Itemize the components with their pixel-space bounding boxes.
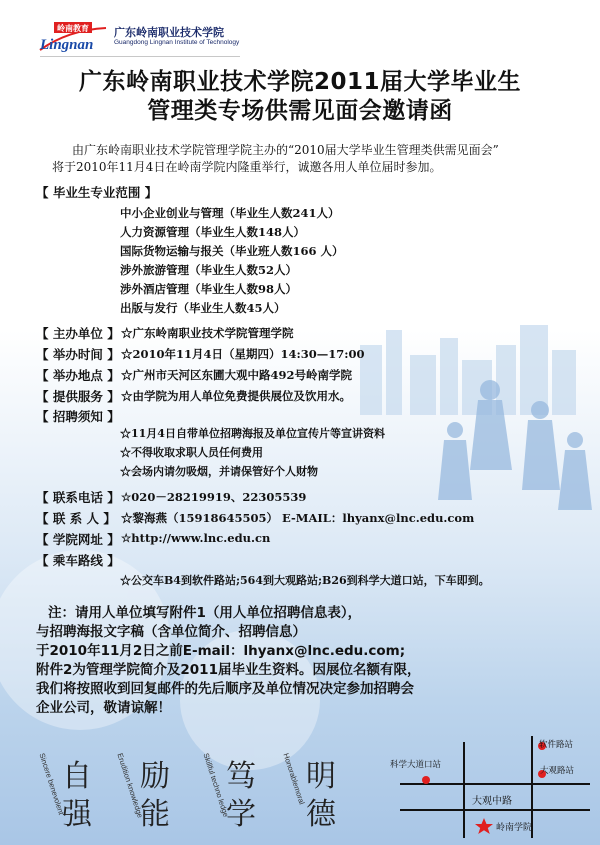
motto-en: Erudition knowledge xyxy=(115,752,145,820)
logo-name-cn: 广东岭南职业技术学院 xyxy=(114,26,224,39)
logo-mark-text: Lingnan xyxy=(40,37,94,53)
motto-char: 明 xyxy=(306,759,336,794)
motto-en: Honorablemoral xyxy=(281,752,307,806)
motto-en: Sincere benevolent xyxy=(37,752,66,816)
route-label: 【 乘车路线 】 xyxy=(36,553,120,568)
organizer-label: 【 主办单位 】 xyxy=(36,326,120,341)
notice-label: 【 招聘须知 】 xyxy=(36,409,120,424)
phone-value: ☆020－28219919、22305539 xyxy=(121,490,307,504)
contact-person-label: 【 联 系 人 】 xyxy=(36,511,116,526)
phone-label: 【 联系电话 】 xyxy=(36,490,120,505)
contact-person-value: ☆黎海燕（15918645505） E-MAIL：lhyanx@lnc.edu.com xyxy=(121,511,475,525)
map-label-science-ave: 科学大道口站 xyxy=(390,760,442,770)
website-link[interactable]: ☆http://www.lnc.edu.cn xyxy=(121,531,271,545)
major-item: 中小企业创业与管理（毕业生人数241人） xyxy=(120,206,340,220)
map-label-school: 岭南学院 xyxy=(496,823,533,833)
major-item: 国际货物运输与报关（毕业班人数166 人） xyxy=(120,244,344,258)
service-label: 【 提供服务 】 xyxy=(36,389,120,404)
footnote-line1: 注：请用人单位填写附件1（用人单位招聘信息表）， xyxy=(48,605,362,621)
footnote-line2: 与招聘海报文字稿（含单位简介、招聘信息） xyxy=(36,624,306,640)
motto-char: 自 xyxy=(62,759,92,794)
major-item: 出版与发行（毕业生人数45人） xyxy=(120,301,286,315)
major-item: 涉外旅游管理（毕业生人数52人） xyxy=(120,263,298,277)
motto-char: 学 xyxy=(226,797,256,832)
lingnan-logo-mark xyxy=(38,22,108,54)
map-label-software-road: 软件路站 xyxy=(539,740,574,750)
intro-line1: 由广东岭南职业技术学院管理学院主办的“2010届大学毕业生管理类供需见面会” xyxy=(72,143,499,157)
motto-char: 励 xyxy=(140,759,170,794)
location-map xyxy=(392,732,592,840)
website-label: 【 学院网址 】 xyxy=(36,532,120,547)
motto-char: 笃 xyxy=(226,759,256,794)
major-item: 涉外酒店管理（毕业生人数98人） xyxy=(120,282,298,296)
intro-line2: 将于2010年11月4日在岭南学院内隆重举行，诚邀各用人单位届时参加。 xyxy=(52,160,442,174)
notice-item: ☆会场内请勿吸烟，并请保管好个人财物 xyxy=(120,465,318,478)
motto-char: 强 xyxy=(62,797,92,832)
service-value: ☆由学院为用人单位免费提供展位及饮用水。 xyxy=(121,389,351,403)
majors-label: 【 毕业生专业范围 】 xyxy=(36,185,158,200)
footnote-line4: 附件2为管理学院简介及2011届毕业生资料。因展位名额有限， xyxy=(36,662,421,678)
motto-en: Skillful techno ledge xyxy=(201,752,231,819)
logo-name-en: Guangdong Lingnan Institute of Technology xyxy=(114,39,240,46)
map-label-daguan-stop: 大观路站 xyxy=(540,766,575,776)
page-title-line2: 管理类专场供需见面会邀请函 xyxy=(147,98,453,124)
time-label: 【 举办时间 】 xyxy=(36,347,120,362)
notice-item: ☆11月4日自带单位招聘海报及单位宣传片等宣讲资料 xyxy=(120,427,385,440)
map-label-daguan-road: 大观中路 xyxy=(472,796,512,807)
notice-item: ☆不得收取求职人员任何费用 xyxy=(120,446,263,459)
route-value: ☆公交车B4到软件路站;564到大观路站;B26到科学大道口站，下车即到。 xyxy=(120,574,490,587)
organizer-value: ☆广东岭南职业技术学院管理学院 xyxy=(121,326,294,340)
science-ave-stop-icon xyxy=(422,776,430,784)
location-value: ☆广州市天河区东圃大观中路492号岭南学院 xyxy=(121,368,353,382)
location-label: 【 举办地点 】 xyxy=(36,368,120,383)
footnote-line6: 企业公司，敬请谅解！ xyxy=(36,700,171,716)
logo-divider xyxy=(40,56,240,57)
motto-char: 能 xyxy=(140,797,170,832)
page-title-line1: 广东岭南职业技术学院2011届大学毕业生 xyxy=(78,69,521,95)
motto-char: 德 xyxy=(306,797,336,832)
time-value: ☆2010年11月4日（星期四）14:30—17:00 xyxy=(121,347,365,361)
logo-mark-cn: 岭南教育 xyxy=(57,24,89,33)
major-item: 人力资源管理（毕业生人数148人） xyxy=(120,225,306,239)
footnote-line5: 我们将按照收到回复邮件的先后顺序及单位情况决定参加招聘会 xyxy=(36,681,414,697)
footnote-line3: 于2010年11月2日之前E-mail：lhyanx@lnc.edu.com; xyxy=(36,643,406,659)
institute-logo xyxy=(38,22,278,56)
school-star-icon xyxy=(475,818,493,834)
